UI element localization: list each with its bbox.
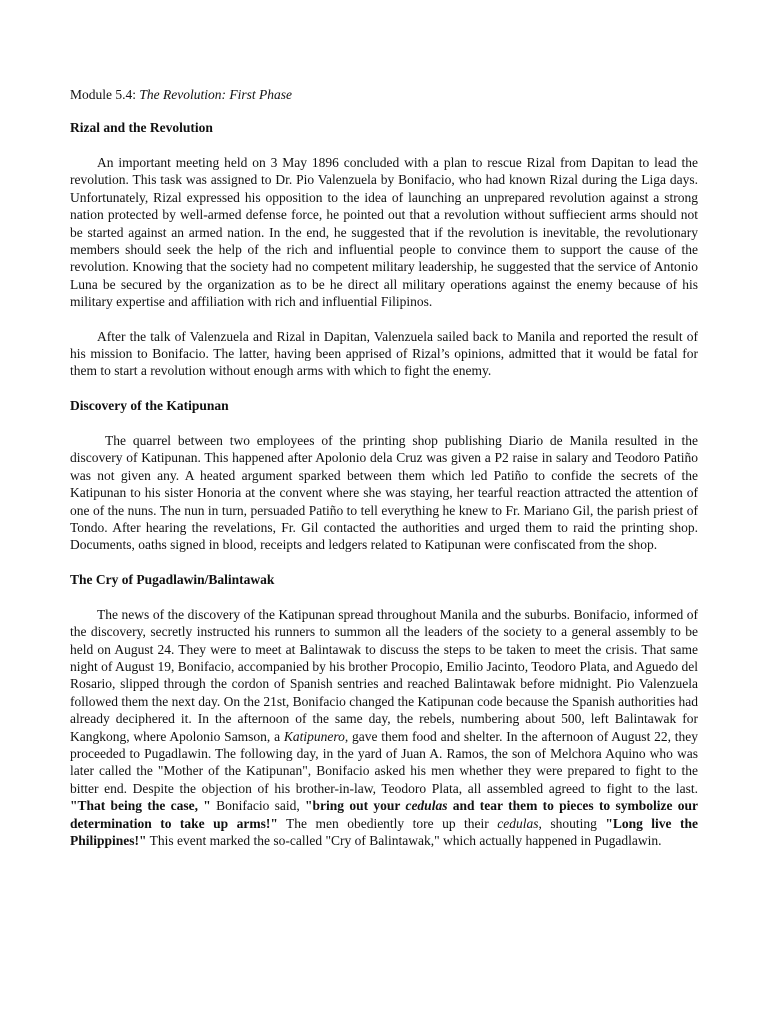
paragraph-rizal-2: After the talk of Valenzuela and Rizal in Dapitan, Valenzuela sailed back to Manila and reported the result of his mission to Bonifacio. The latter, having been apprised of Rizal’s opinions, admitted that it would be fatal for them to start a revolution without enough arms with which to fight the enemy. [70,328,698,379]
paragraph-cry-1 [70,606,698,850]
cry-text-5: , shouting [538,815,606,831]
section-heading-cry: The Cry of Pugadlawin/Balintawak [70,571,275,587]
cry-quote-2b: and tear them to pieces to symbolize our determination to take up arms!" [70,798,699,831]
cry-cedulas-1: cedulas [405,798,448,814]
cry-text-4: The men obediently tore up their [277,815,498,831]
section-heading-discovery: Discovery of the Katipunan [70,397,229,413]
cry-cedulas-2: cedulas [497,815,539,831]
section-heading-rizal: Rizal and the Revolution [70,120,213,135]
cry-quote-1: "That being the case, " [70,798,211,814]
paragraph-rizal-1: An important meeting held on 3 May 1896 concluded with a plan to rescue Rizal from Dapitan to lead the revolution. This task was assigned to Dr. Pio Valenzuela by Bonifacio, who had known Rizal during the Liga days. Unfortunately, Rizal expressed his opposition to the idea of launching an unprepared revolution against a strong nation protected by well-armed defense force, he pointed out that a revolution without suffiecient arms should not be started against an armed nation. In the end, he suggested that if the revolution is inevitable, the revolutionary members should seek the help of the rich and influential people to convince them to support the cause of the revolution. Knowing that the society had no competent military leadership, he suggested that the service of Antonio Luna be secured by the organization as to be he direct all military operations against the enemy because of his military expertise and affiliation with rich and influential Filipinos. [70,155,698,310]
paragraph-discovery-1: The quarrel between two employees of the printing shop publishing Diario de Manila resulted in the discovery of Katipunan. This happened after Apolonio dela Cruz was given a P2 raise in salary and Teodoro Patiño was not given any. A heated argument sparked between them which led Patiño to confide the secrets of the Katipunan to his sister Honoria at the convent where she was staying, her tearful reaction attracted the attention of one of the nuns. The nun in turn, persuaded Patiño to tell everything he knew to Fr. Mariano Gil, the parish priest of Tondo. After hearing the revelations, Fr. Gil contacted the authorities and urged them to raid the printing shop. Documents, oaths signed in blood, receipts and ledgers related to Katipunan were confiscated from the shop. [70,432,698,553]
module-prefix: Module 5.4: [70,87,140,102]
cry-text-3: Bonifacio said, [210,798,306,814]
cry-quote-2a: "bring out your [305,798,406,814]
cry-quote-3: "Long live the Philippines!" [70,815,698,848]
cry-text-2: , gave them food and shelter. In the afternoon of August 22, they proceeded to Pugadlawin. The following day, in the yard of Juan A. Ramos, the son of Melchora Aquino who was later called the "Mother of the Katipunan", Bonifacio asked his men whether they were prepared to fight to the bitter end. Despite the objection of his brother-in-law, Teodoro Plata, all assembled agreed to fight to the last. [70,728,698,796]
module-header [70,86,698,104]
module-title: The Revolution: First Phase [139,87,292,102]
cry-text-1: The news of the discovery of the Katipunan spread throughout Manila and the suburbs. Bonifacio, informed of the discovery, secretly instructed his runners to summon all the leaders of the society to a general assembly to be held on August 24. They were to meet at Balintawak to discuss the steps to be taken to meet the crisis. That same night of August 19, Bonifacio, accompanied by his brother Procopio, Emilio Jacinto, Teodoro Plata, and Aguedo del Rosario, slipped through the cordon of Spanish sentries and reached Balintawak before midnight. Pio Valenzuela followed them the next day. On the 21st, Bonifacio changed the Katipunan code because the Spanish authorities had already deciphered it. In the afternoon of the same day, the rebels, numbering about 500, left Balintawak for Kangkong, where Apolonio Samson, a [70,606,698,744]
cry-katipunero: Katipunero [283,728,345,744]
cry-text-6: This event marked the so-called "Cry of Balintawak," which actually happened in Pugadlawin. [146,833,662,848]
